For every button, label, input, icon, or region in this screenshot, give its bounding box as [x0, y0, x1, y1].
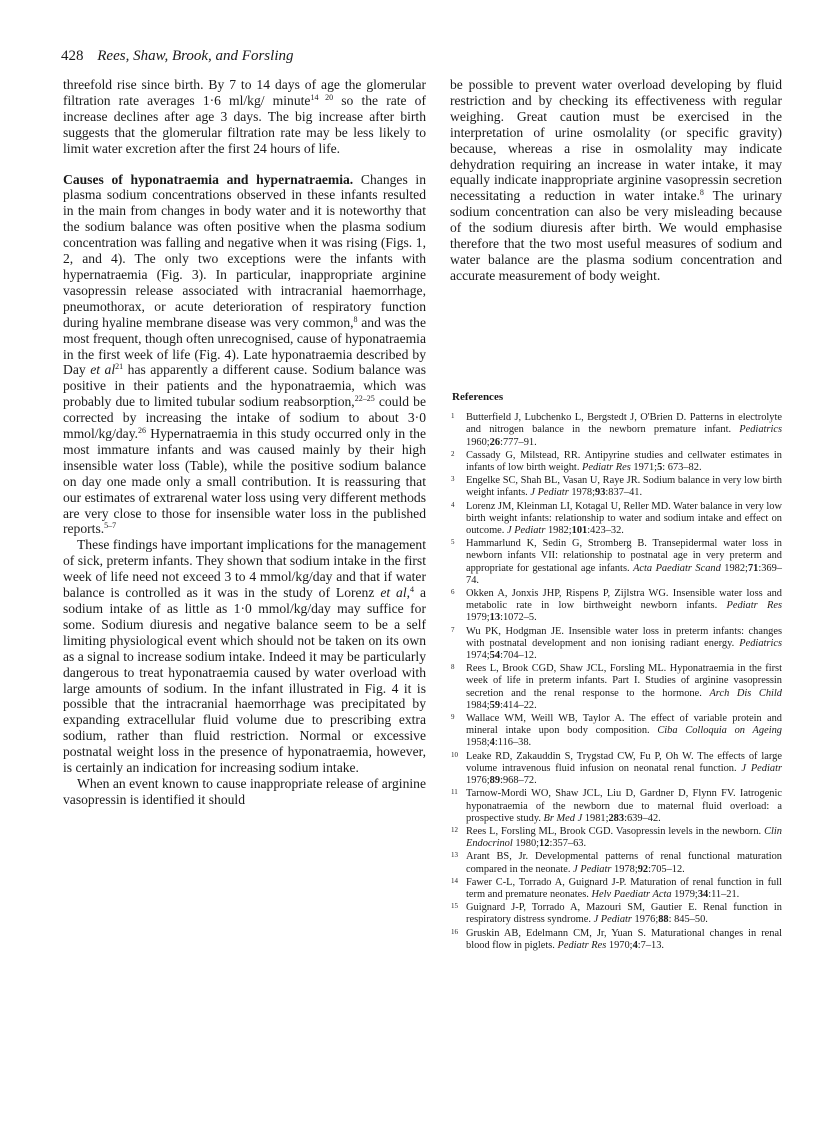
text-run: When an event known to cause inappropriate release of arginine vasopressin is identified it should	[63, 775, 426, 807]
references-list	[450, 412, 782, 952]
page-number: 428	[61, 48, 84, 64]
reference-number: 13	[451, 851, 458, 860]
paragraph	[63, 172, 426, 538]
reference-volume: 4	[632, 939, 638, 951]
reference-text: Tarnow-Mordi WO, Shaw JCL, Liu D, Gardner D, Flynn FV. Iatrogenic hyponatraemia of the newborn due to maternal fluid overload: a prospective study.	[466, 788, 782, 824]
text-run: and was the most frequent, though often unrecognised, cause of hyponatraemia in the first week of life (Fig. 4). Late hyponatraemia described by Day	[63, 314, 426, 378]
reference-year: 1970;	[606, 939, 633, 951]
citation-superscript: 8	[699, 188, 704, 198]
reference-journal: Pediatr Res	[582, 462, 631, 474]
reference-pages: :704–12.	[500, 650, 537, 662]
text-run: These findings have important implications for the management of sick, preterm infants. They shown that sodium intake in the first week of life need not exceed 3 to 4 mmol/kg/day and that if water balance is controlled as it was in the study of Lorenz	[63, 537, 426, 601]
reference-number: 14	[451, 876, 458, 885]
reference-pages: :357–63.	[549, 838, 587, 850]
reference-pages: :639–42.	[624, 812, 661, 824]
reference-pages: :837–41.	[605, 487, 643, 499]
reference-text: Hammarlund K, Sedin G, Stromberg B. Transepidermal water loss in newborn infants VII: relationship to postnatal age in very preterm and appropriate for gestational age infants.	[466, 538, 782, 574]
reference-journal: J Pediatr	[593, 914, 632, 926]
reference-item	[450, 713, 782, 750]
reference-item	[450, 663, 782, 712]
citation-superscript: 26	[138, 426, 147, 436]
paragraph	[450, 77, 782, 284]
reference-year: 1978;	[568, 487, 596, 499]
reference-volume: 101	[571, 525, 588, 537]
reference-number: 16	[451, 927, 458, 936]
reference-year: 1976;	[631, 914, 659, 926]
citation-superscript: 5–7	[104, 521, 117, 531]
reference-pages: :116–38.	[494, 737, 532, 749]
reference-number: 7	[451, 625, 455, 634]
reference-number: 2	[451, 449, 455, 458]
reference-text: Engelke SC, Shah BL, Vasan U, Raye JR. Sodium balance in very low birth weight infants.	[466, 475, 782, 499]
reference-text: Guignard J-P, Torrado A, Mazouri SM, Gautier E. Renal function in respiratory distress syndrome.	[466, 902, 782, 926]
reference-journal: Pediatr Res	[557, 939, 607, 951]
reference-year: 1958;	[466, 737, 490, 749]
paragraph	[63, 776, 426, 808]
reference-number: 9	[451, 713, 455, 722]
citation-superscript: 8	[353, 314, 358, 324]
reference-pages: :423–32.	[587, 525, 624, 537]
reference-journal: Pediatr Res	[726, 600, 782, 612]
reference-volume: 4	[489, 737, 495, 749]
reference-number: 12	[451, 825, 458, 834]
reference-volume: 12	[539, 838, 550, 850]
reference-number: 11	[451, 788, 458, 797]
reference-pages: :705–12.	[648, 863, 685, 875]
reference-text: Arant BS, Jr. Developmental patterns of renal functional maturation compared in the neonate.	[466, 851, 782, 875]
reference-pages: :11–21.	[708, 888, 740, 900]
reference-volume: 59	[489, 699, 501, 711]
reference-number: 6	[451, 588, 455, 597]
reference-journal: J Pediatr	[741, 762, 782, 774]
reference-pages: : 845–50.	[668, 914, 708, 926]
running-header-authors: Rees, Shaw, Brook, and Forsling	[97, 48, 294, 64]
citation-superscript: 21	[115, 362, 124, 372]
reference-year: 1982;	[720, 562, 748, 574]
paragraph	[63, 537, 426, 776]
reference-text: Lorenz JM, Kleinman LI, Kotagal U, Reller MD. Water balance in very low birth weight infants: relationship to water and sodium intake and effect on outcome.	[466, 500, 782, 537]
reference-item	[450, 412, 782, 449]
reference-number: 4	[451, 500, 455, 509]
reference-number: 5	[451, 538, 455, 547]
reference-item	[450, 902, 782, 926]
reference-year: 1960;	[466, 436, 490, 448]
reference-volume: 92	[637, 863, 649, 875]
section-heading: Causes of hyponatraemia and hypernatraemia.	[63, 171, 354, 187]
reference-journal: Acta Paediatr Scand	[633, 562, 721, 574]
reference-journal: J Pediatr	[506, 525, 546, 537]
reference-volume: 71	[747, 562, 759, 574]
reference-pages: :414–22.	[500, 699, 537, 711]
citation-superscript: 22–25	[354, 394, 375, 404]
reference-item	[450, 877, 782, 901]
reference-journal: Pediatrics	[739, 424, 782, 436]
reference-item	[450, 751, 782, 788]
reference-journal: Pediatrics	[739, 637, 782, 649]
reference-year: 1982;	[545, 525, 572, 537]
reference-item	[450, 588, 782, 625]
reference-journal: J Pediatr	[530, 487, 569, 499]
reference-item	[450, 450, 782, 474]
text-run: Hypernatraemia in this study occurred only in the most immature infants and was caused mainly by their high insensible water loss (Table), while the positive sodium balance on day one made only a small contribution. It is reassuring that our estimates of extrarenal water loss using very different methods are very close to those for insensible water loss in the published reports.	[63, 426, 426, 537]
reference-volume: 34	[697, 888, 709, 900]
reference-number: 3	[451, 475, 455, 484]
reference-item	[450, 501, 782, 538]
reference-text: Butterfield J, Lubchenko L, Bergstedt J, O'Brien D. Patterns in electrolyte and nitrogen balance in the newborn premature infant.	[466, 412, 782, 436]
reference-year: 1974;	[466, 650, 490, 662]
reference-item	[450, 538, 782, 587]
reference-number: 15	[451, 902, 458, 911]
reference-year: 1971;	[630, 462, 658, 474]
reference-pages: :369–74.	[466, 562, 782, 586]
text-run: could be corrected by increasing the intake of sodium to about 3·0 mmol/kg/day.	[63, 394, 426, 442]
reference-pages: :7–13.	[637, 939, 665, 951]
reference-item	[450, 788, 782, 825]
reference-volume: 54	[489, 650, 501, 662]
right-column-body	[450, 77, 782, 284]
reference-volume: 93	[595, 487, 606, 499]
reference-item	[450, 928, 782, 952]
left-column-body	[63, 77, 426, 808]
citation-superscript: 14 20	[310, 92, 334, 102]
reference-pages: :1072–5.	[500, 612, 537, 624]
reference-journal: Arch Dis Child	[709, 687, 782, 699]
reference-volume: 26	[489, 436, 501, 448]
reference-volume: 88	[658, 914, 669, 926]
text-run: threefold rise since birth. By 7 to 14 days of age the glomerular filtration rate averages 1·6 ml/kg/ minute	[63, 77, 426, 108]
reference-pages: :968–72.	[500, 775, 537, 787]
paragraph	[63, 77, 426, 157]
reference-text: Wu PK, Hodgman JE. Insensible water loss in preterm infants: changes with postnatal development and non ionising radiant energy.	[466, 625, 782, 649]
reference-text: Wallace WM, Weill WB, Taylor A. The effect of variable protein and mineral intake upon body composition.	[466, 713, 782, 737]
reference-year: 1978;	[611, 863, 638, 875]
reference-text: Rees L, Brook CGD, Shaw JCL, Forsling ML. Hyponatraemia in the first week of life in preterm infants. Part I. Studies of arginine vasopressin secretion and the renal response to the hormone.	[466, 663, 782, 699]
reference-item	[450, 826, 782, 850]
reference-journal: Br Med J	[543, 812, 583, 824]
reference-year: 1976;	[466, 775, 490, 787]
reference-year: 1980;	[512, 838, 540, 850]
reference-text: Leake RD, Zakauddin S, Trygstad CW, Fu P, Oh W. The effects of large volume intravenous fluid infusion on neonatal renal function.	[466, 750, 782, 774]
reference-number: 8	[451, 663, 455, 672]
reference-item	[450, 475, 782, 499]
reference-year: 1979;	[671, 888, 698, 900]
text-run: ,	[406, 585, 411, 601]
running-header	[61, 48, 293, 65]
text-run: so the rate of increase declines after age 3 days. The big increase after birth suggests that the glomerular filtration rate may be less likely to limit water excretion after the first 24 hours of life.	[63, 92, 427, 156]
reference-journal: Ciba Colloquia on Ageing	[657, 725, 782, 737]
italic-text: et al	[90, 362, 116, 378]
italic-text: et al	[380, 585, 407, 601]
reference-pages: :777–91.	[500, 436, 537, 448]
reference-volume: 283	[608, 812, 625, 824]
text-run: The urinary sodium concentration can also be very misleading because of the sodium diuresis after birth. We would emphasise therefore that the two most useful measures of sodium and water balance are the plasma sodium concentration and accurate measurement of body weight.	[450, 188, 782, 283]
reference-volume: 5	[657, 462, 663, 474]
text-run: a sodium intake of as little as 1·0 mmol/kg/day may suffice for some. Sodium diuresis and negative balance seem to be a self limiting physiological event which should not be taken on its own as a signal to increase sodium intake. Indeed it may be particularly dangerous to treat hyponatraemia caused by water overload with large amounts of sodium. In the infant illustrated in Fig. 4 it is possible that the intracranial haemorrhage was precipitated by expanding extracellular fluid volume due to prescribing extra sodium, rather than fluid restriction. Normal or excessive postnatal weight loss in the presence of hyponatraemia, however, is certainly an indication for increasing sodium intake.	[63, 585, 426, 776]
reference-item	[450, 626, 782, 663]
text-run: be possible to prevent water overload developing by fluid restriction and by checking its effectiveness with regular weighing. Great caution must be exercised in the interpretation of urine osmolality (or specific gravity) because, whereas a rise in osmolality may indicate dehydration requiring an increase in water intake, it may equally indicate inappropriate arginine vasopressin secretion necessitating a reduction in water intake.	[450, 77, 782, 204]
text-run: has apparently a different cause. Sodium balance was positive in their patients and the hyponatraemia, which was probably due to limited tubular sodium reabsorption,	[63, 362, 426, 410]
reference-item	[450, 851, 782, 875]
reference-number: 1	[451, 412, 455, 421]
reference-volume: 13	[489, 612, 501, 624]
reference-text: Gruskin AB, Edelmann CM, Jr, Yuan S. Maturational changes in renal blood flow in piglets.	[466, 927, 782, 951]
reference-text: Cassady G, Milstead, RR. Antipyrine studies and cellwater estimates in infants of low birth weight.	[466, 449, 782, 474]
text-run: Changes in plasma sodium concentrations observed in these infants resulted in the main from changes in body water and it is noteworthy that the sodium balance was often positive when the plasma sodium concentration was falling and negative when it was rising (Figs. 1, 2, and 4). The only two exceptions were the infants with hypernatraemia (Fig. 3). In particular, inappropriate arginine vasopressin release associated with intracranial haemorrhage, pneumothorax, or acute deterioration of respiratory function during hyaline membrane disease was very common,	[63, 171, 427, 330]
reference-text: Rees L, Forsling ML, Brook CGD. Vasopressin levels in the newborn.	[466, 825, 765, 837]
reference-journal: Clin Endocrinol	[466, 825, 782, 850]
reference-journal: Helv Paediatr Acta	[591, 888, 672, 900]
references-heading: References	[452, 391, 504, 403]
reference-journal: J Pediatr	[573, 863, 612, 875]
reference-number: 10	[451, 750, 458, 759]
reference-text: Fawer C-L, Torrado A, Guignard J-P. Maturation of renal function in full term and premature neonates.	[466, 876, 782, 900]
reference-year: 1981;	[582, 812, 609, 824]
reference-year: 1984;	[466, 699, 490, 711]
references-section	[450, 391, 782, 953]
reference-year: 1979;	[466, 612, 490, 624]
citation-superscript: 4	[410, 585, 415, 595]
reference-text: Okken A, Jonxis JHP, Rispens P, Zijlstra WG. Insensible water loss and metabolic rate in low birthweight newborn infants.	[466, 588, 782, 612]
reference-pages: : 673–82.	[662, 462, 702, 474]
reference-volume: 89	[489, 775, 501, 787]
